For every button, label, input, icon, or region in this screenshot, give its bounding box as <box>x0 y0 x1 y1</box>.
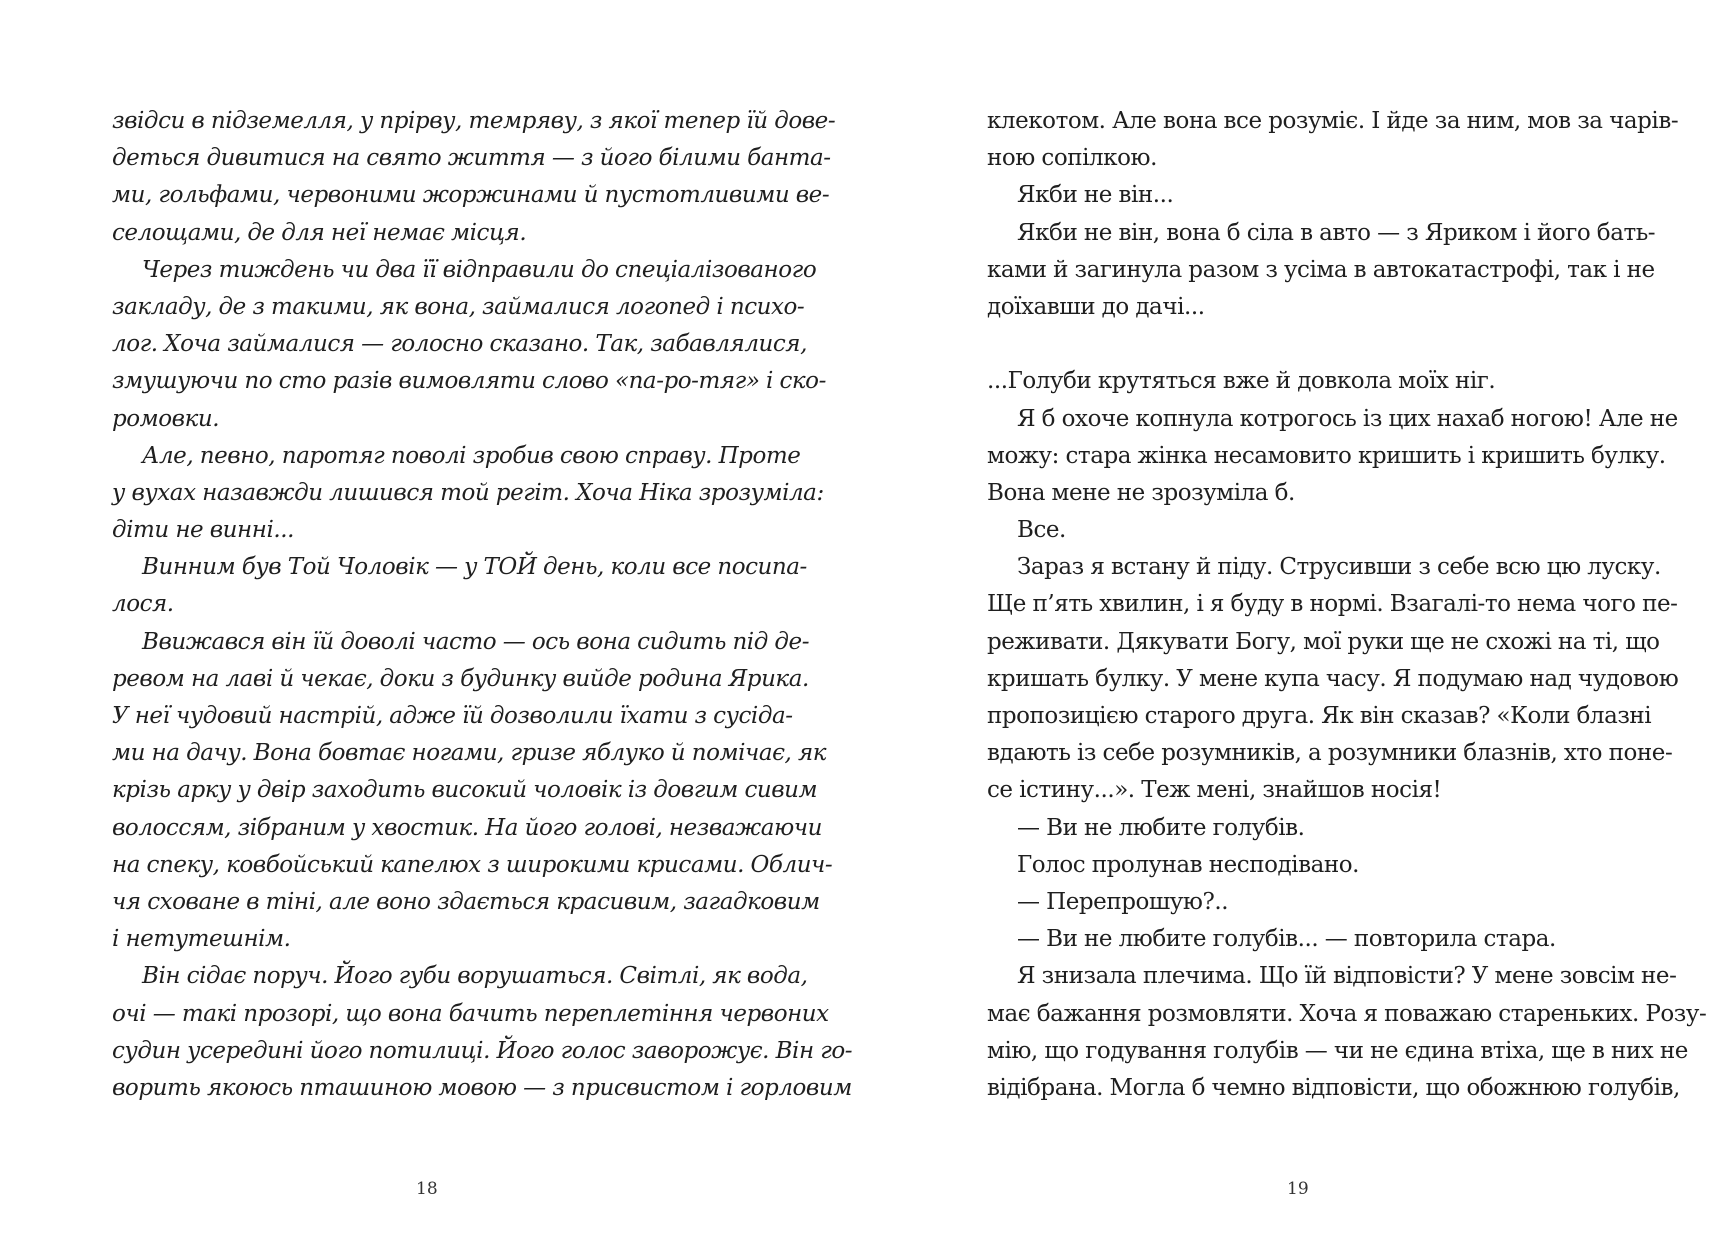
text-line: се істину...». Теж мені, знайшов носія! <box>987 777 1442 804</box>
section-break <box>987 326 1614 363</box>
text-line: закладу, де з такими, як вона, займалися логопед і психо- <box>112 293 805 320</box>
text-line: звідси в підземелля, у прірву, темряву, з якої тепер їй дове- <box>112 108 836 134</box>
text-line: ною сопілкою. <box>987 145 1157 172</box>
text-line: Через тиждень чи два її відправили до спеціалізованого <box>142 256 817 283</box>
text-line: Винним був Той Чоловік — у ТОЙ день, коли все посипа- <box>142 554 807 581</box>
text-line: мію, що годування голубів — чи не єдина втіха, ще в них не <box>987 1037 1688 1064</box>
text-line: чя сховане в тіні, але воно здається красивим, загадковим <box>112 888 820 915</box>
text-line: відібрана. Могла б чемно відповісти, що обожнюю голубів, <box>987 1074 1680 1101</box>
text-line: У неї чудовий настрій, адже їй дозволили їхати з сусіда- <box>112 703 793 729</box>
text-line: у вухах назавжди лишився той регіт. Хоча Ніка зрозуміла: <box>112 479 824 506</box>
text-line: Ще п’ять хвилин, і я буду в нормі. Взагалі-то нема чого пе- <box>987 591 1678 618</box>
text-line: волоссям, зібраним у хвостик. На його голові, незважаючи <box>112 814 823 841</box>
text-line: деться дивитися на свято життя — з його білими банта- <box>112 145 831 172</box>
text-line: Я б охоче копнула котрогось із цих нахаб ногою! Але не <box>1017 405 1678 432</box>
text-line: крізь арку у двір заходить високий чоловік із довгим сивим <box>112 777 818 804</box>
text-line: клекотом. Але вона все розуміє. І йде за ним, мов за чарів- <box>987 108 1679 134</box>
text-line: Якби не він... <box>1017 182 1174 209</box>
text-line: ревом на лаві й чекає, доки з будинку вийде родина Ярика. <box>112 665 809 692</box>
text-line: Але, певно, паротяг поволі зробив свою справу. Проте <box>142 442 801 469</box>
text-line: на спеку, ковбойський капелюх з широкими крисами. Облич- <box>112 851 833 878</box>
text-line: має бажання розмовляти. Хоча я поважаю стареньких. Розу- <box>987 1000 1707 1027</box>
text-line: ками й загинула разом з усіма в автокатастрофі, так і не <box>987 256 1655 283</box>
text-line: змушуючи по сто разів вимовляти слово «па-ро-тяг» і ско- <box>112 368 826 395</box>
left-page <box>0 0 856 1258</box>
text-line: Зараз я встану й піду. Струсивши з себе всю цю луску. <box>1017 554 1661 581</box>
text-line: Я знизала плечима. Що їй відповісти? У мене зовсім не- <box>1017 963 1677 990</box>
text-line: лог. Хоча займалися — голосно сказано. Так, забавлялися, <box>112 331 807 358</box>
left-page-text <box>112 103 853 1107</box>
text-line: Він сідає поруч. Його губи ворушаться. Світлі, як вода, <box>142 963 808 990</box>
page-number-text: 18 <box>416 1179 438 1199</box>
text-line: ми на дачу. Вона бовтає ногами, гризе яблуко й помічає, як <box>112 740 827 767</box>
text-line: можу: стара жінка несамовито кришить і кришить булку. <box>987 442 1666 469</box>
text-line: Все. <box>1017 517 1066 544</box>
text-line: і нетутешнім. <box>112 926 291 953</box>
text-line: судин усередині його потилиці. Його голос заворожує. Він го- <box>112 1037 853 1064</box>
text-line: — Ви не любите голубів... — повторила стара. <box>1017 926 1556 953</box>
text-line: Вона мене не зрозуміла б. <box>987 479 1295 506</box>
text-line: вдають із себе розумників, а розумники блазнів, хто поне- <box>987 740 1673 767</box>
text-line: ми, гольфами, червоними жоржинами й пустотливими ве- <box>112 182 830 209</box>
text-line: селощами, де для неї немає місця. <box>112 219 527 246</box>
right-page-text <box>987 103 1707 1107</box>
text-line: очі — такі прозорі, що вона бачить переплетіння червоних <box>112 1000 829 1027</box>
text-line: доїхавши до дачі... <box>987 293 1205 320</box>
text-line: пропозицією старого друга. Як він сказав? «Коли блазні <box>987 703 1652 729</box>
text-line: ворить якоюсь пташиною мовою — з присвистом і горловим <box>112 1074 852 1101</box>
text-line: ...Голуби крутяться вже й довкола моїх ніг. <box>987 368 1496 395</box>
text-line: лося. <box>112 591 174 618</box>
text-line: діти не винні... <box>112 517 294 544</box>
text-line: Якби не він, вона б сіла в авто — з Яриком і його бать- <box>1017 219 1656 246</box>
text-line: кришать булку. У мене купа часу. Я подумаю над чудовою <box>987 665 1679 692</box>
page-number-text: 19 <box>1287 1179 1309 1199</box>
text-line: ромовки. <box>112 405 220 432</box>
right-page <box>857 0 1713 1258</box>
text-line: Ввижався він їй доволі часто — ось вона сидить під де- <box>142 628 810 655</box>
text-line: реживати. Дякувати Богу, мої руки ще не схожі на ті, що <box>987 628 1660 655</box>
text-line: — Ви не любите голубів. <box>1017 814 1305 841</box>
text-line: — Перепрошую?.. <box>1017 888 1229 915</box>
text-line: Голос пролунав несподівано. <box>1017 851 1359 878</box>
